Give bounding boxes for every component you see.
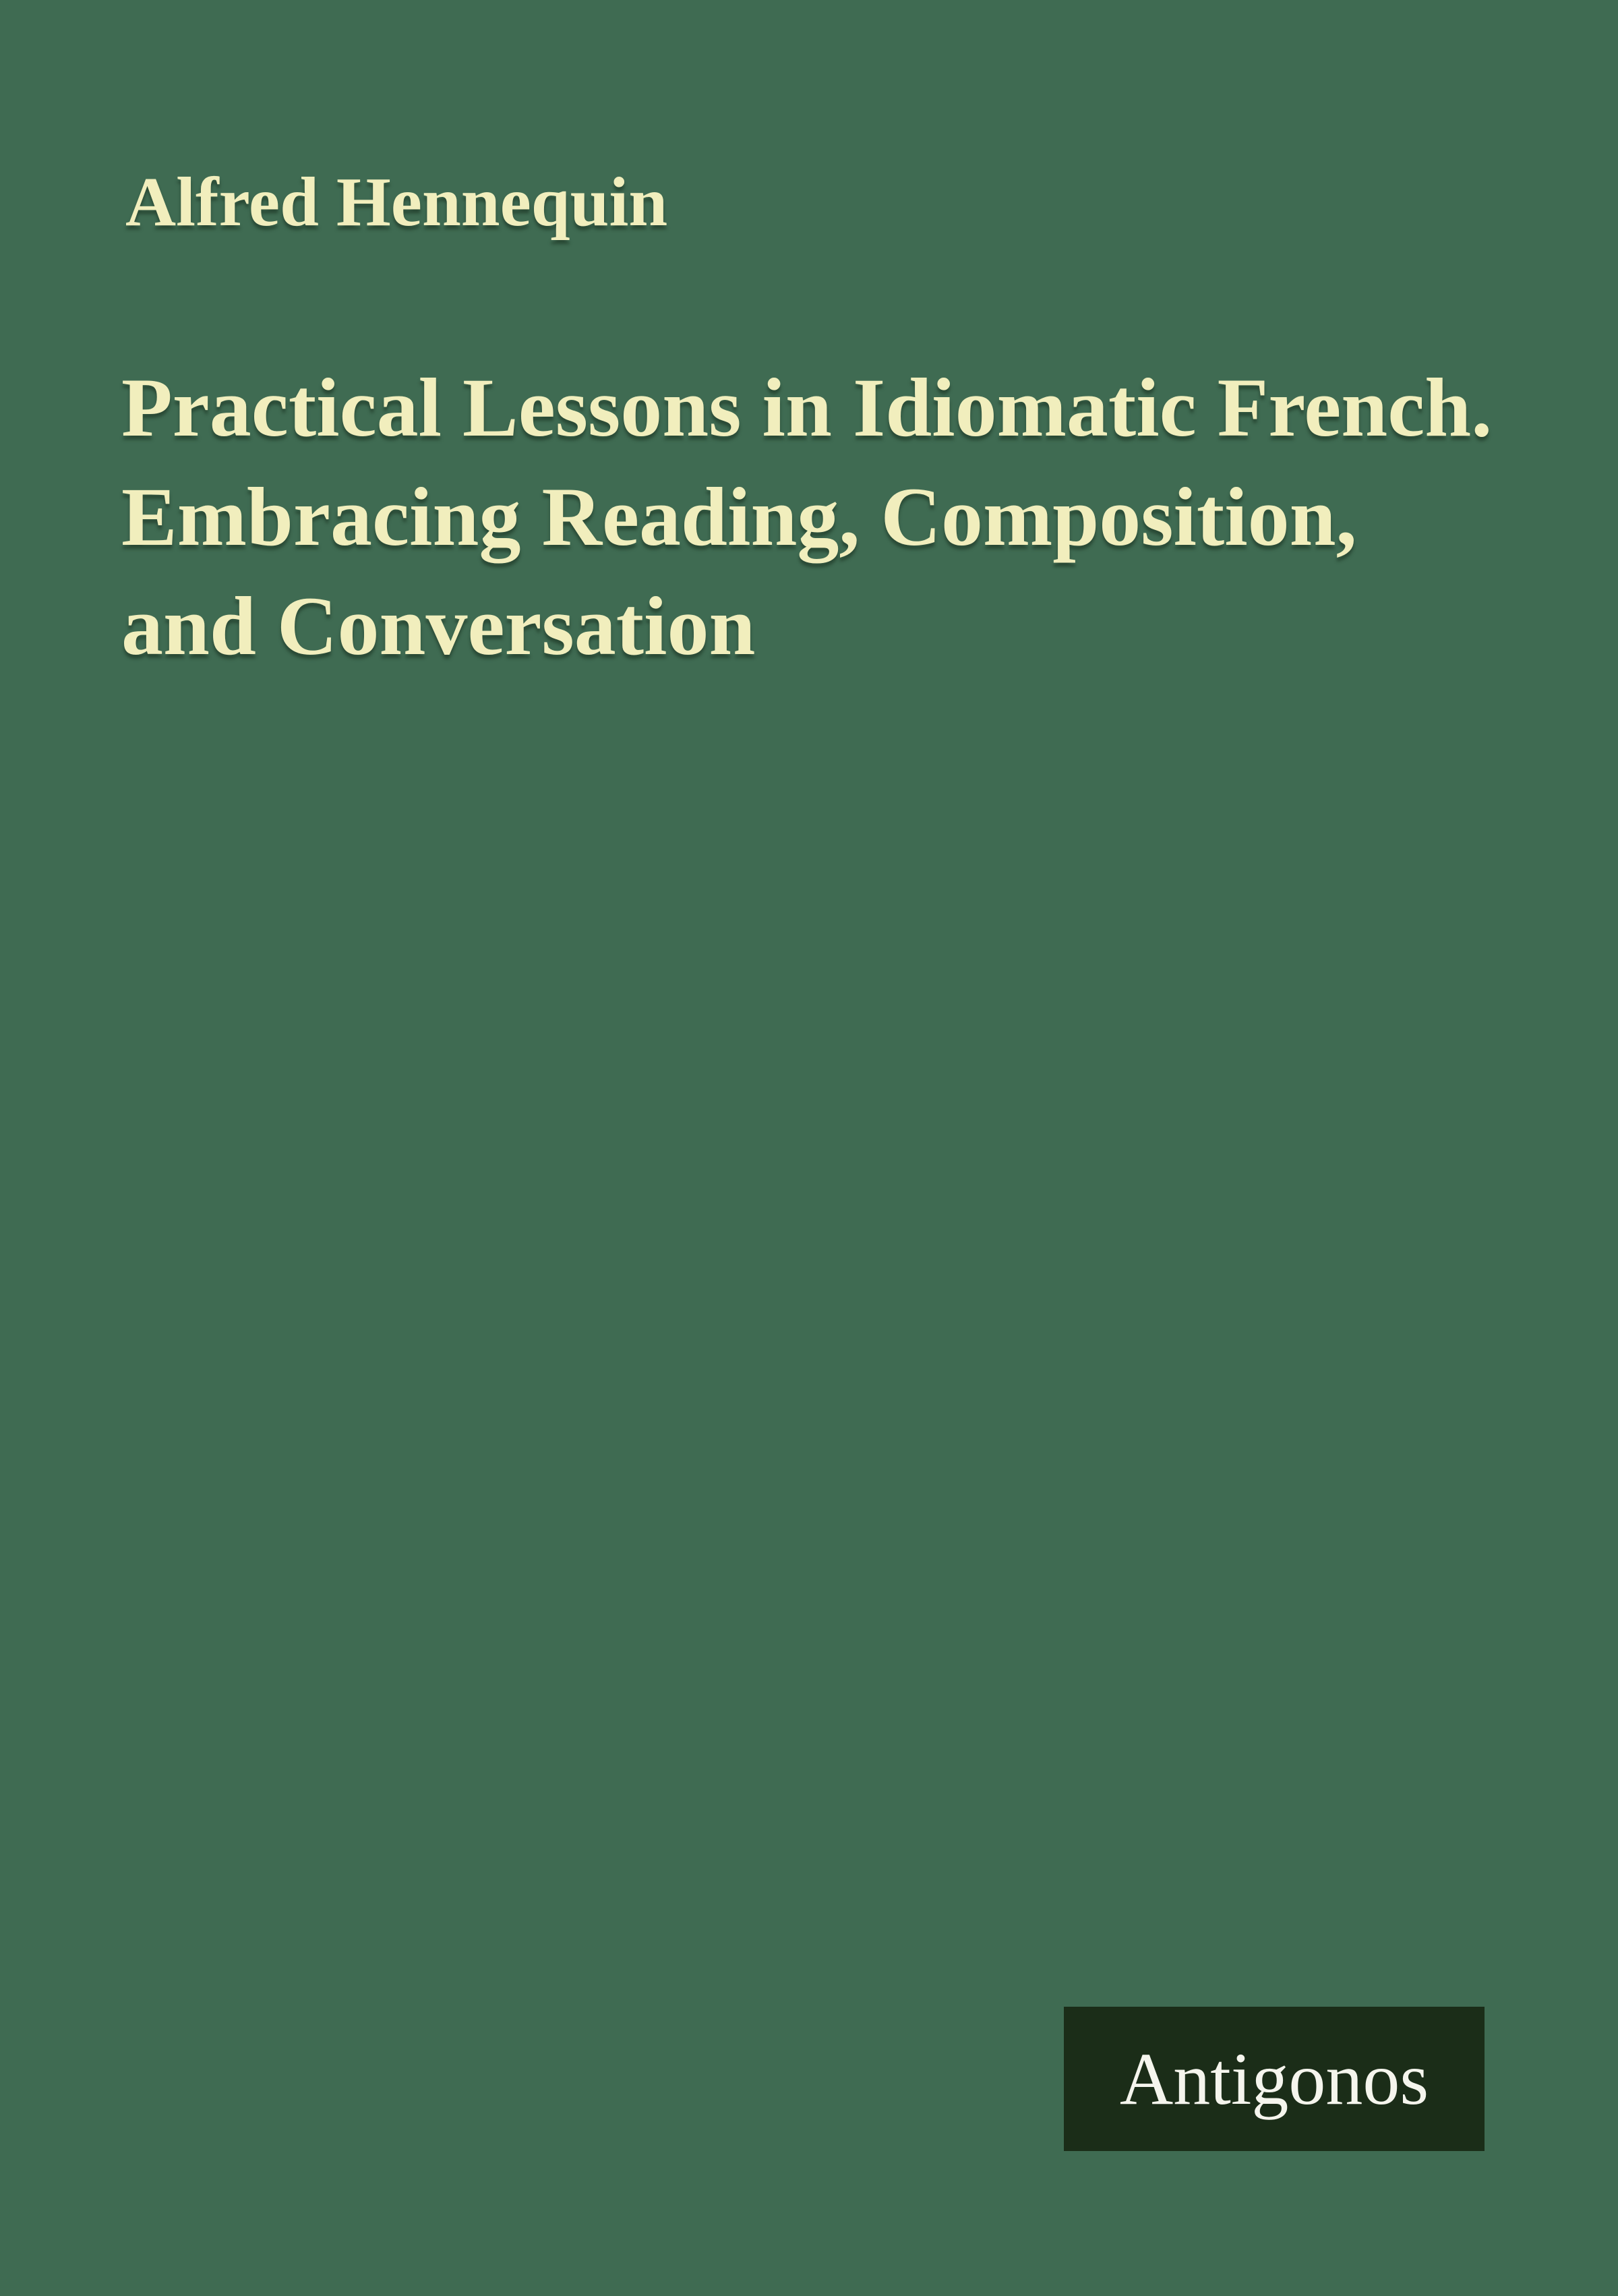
publisher-box — [1064, 2007, 1485, 2151]
title-line-2: Embracing Reading, Composition, — [121, 471, 1357, 563]
author-name: Alfred Hennequin — [125, 163, 668, 241]
title-line-3: and Conversation — [121, 580, 756, 672]
book-title — [121, 353, 1537, 681]
title-line-1: Practical Lessons in Idiomatic French. — [121, 361, 1493, 454]
publisher-name: Antigonos — [1119, 2037, 1429, 2120]
